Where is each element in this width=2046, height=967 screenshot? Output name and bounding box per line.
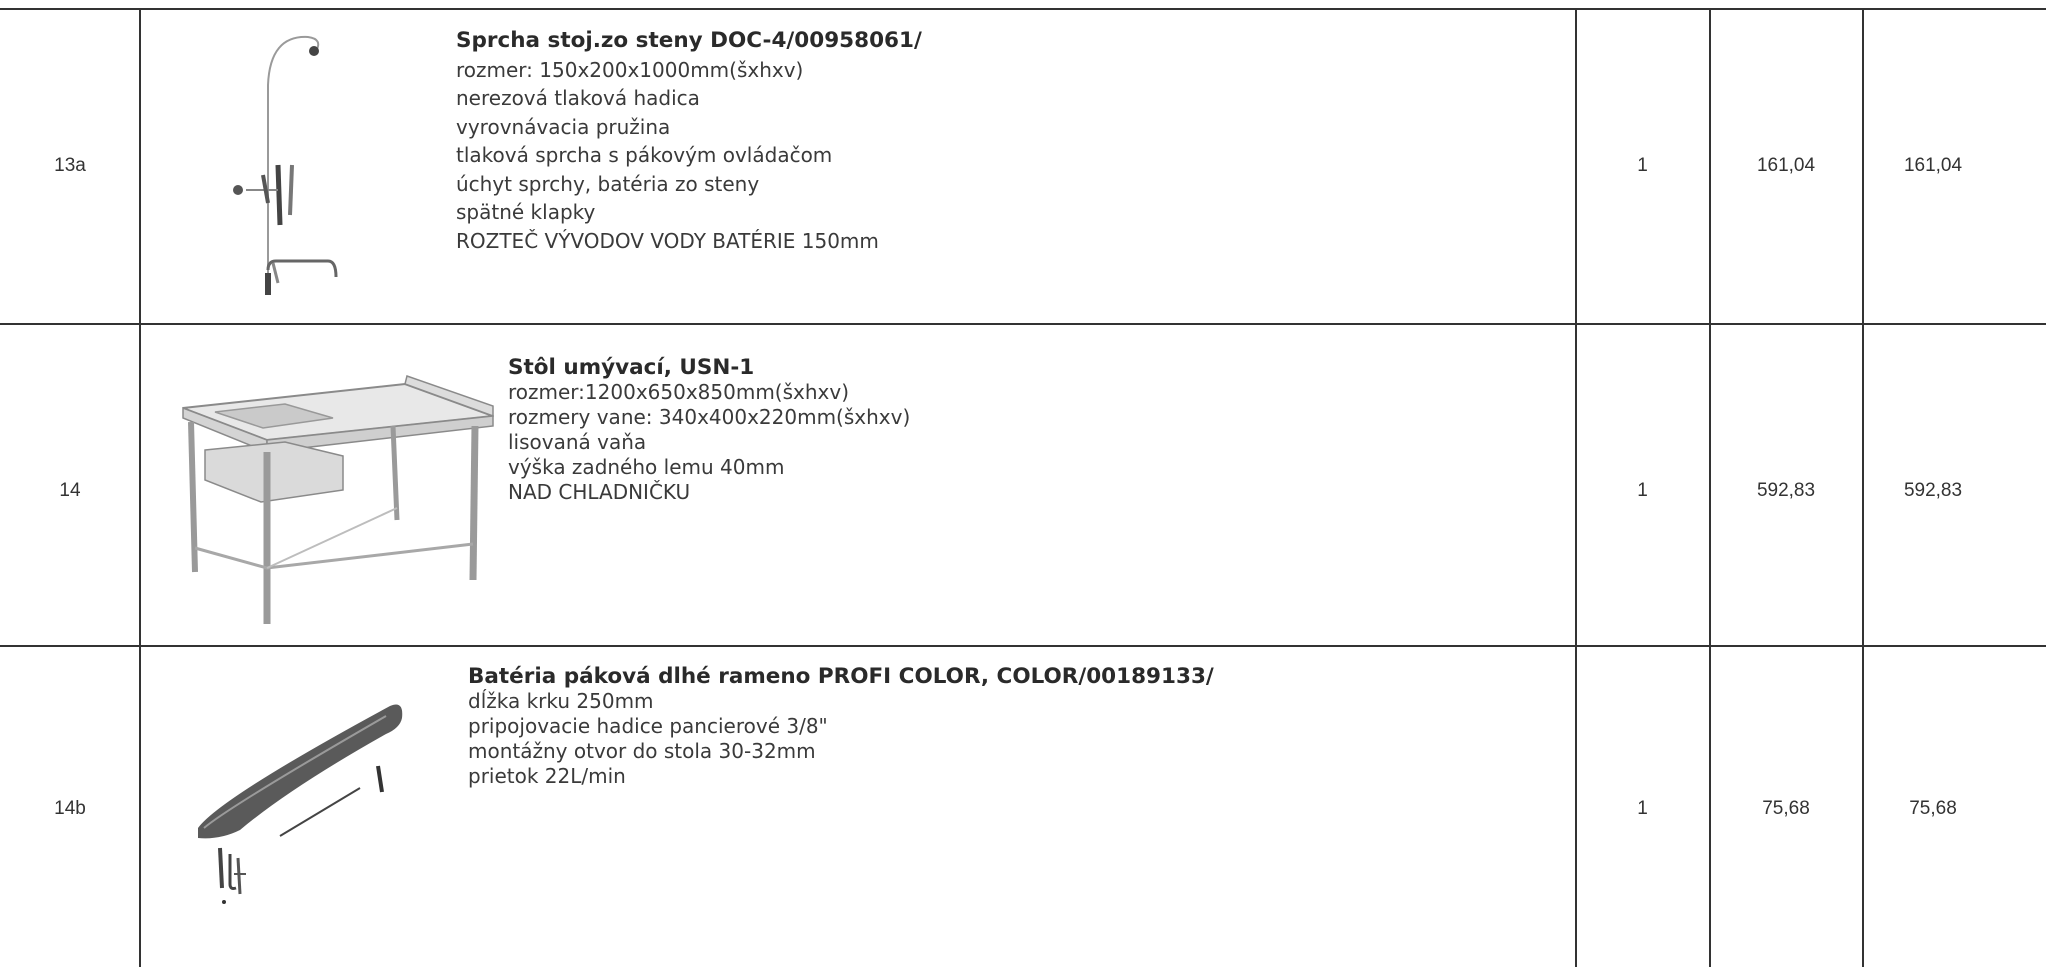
item-description xyxy=(468,664,1214,789)
quantity: 1 xyxy=(1637,480,1648,501)
unit-price: 75,68 xyxy=(1762,798,1810,819)
item-spec-line: ROZTEČ VÝVODOV VODY BATÉRIE 150mm xyxy=(456,228,879,253)
item-title: Stôl umývací, USN-1 xyxy=(508,355,755,380)
wall-shower-icon xyxy=(218,25,358,310)
item-spec-line: nerezová tlaková hadica xyxy=(456,86,700,110)
row-divider xyxy=(0,645,2046,647)
row-divider xyxy=(0,323,2046,325)
quantity: 1 xyxy=(1637,798,1648,819)
item-spec-line: vyrovnávacia pružina xyxy=(456,114,671,139)
item-spec-line: NAD CHLADNIČKU xyxy=(508,480,691,504)
unit-price: 592,83 xyxy=(1756,480,1816,501)
item-spec-line: rozmer:1200x650x850mm(šxhxv) xyxy=(508,380,850,404)
item-spec-line: pripojovacie hadice pancierové 3/8" xyxy=(468,714,828,738)
item-spec-line: lisovaná vaňa xyxy=(508,430,647,454)
item-description xyxy=(456,27,922,255)
item-spec-line: montážny otvor do stola 30-32mm xyxy=(468,739,816,763)
item-description xyxy=(508,355,910,505)
total-price: 592,83 xyxy=(1903,480,1963,501)
item-spec-line: spätné klapky xyxy=(456,200,596,224)
item-title: Batéria páková dlhé rameno PROFI COLOR, COLOR/00189133/ xyxy=(468,664,1214,689)
item-spec-line: úchyt sprchy, batéria zo steny xyxy=(456,171,760,196)
item-title: Sprcha stoj.zo steny DOC-4/00958061/ xyxy=(456,28,922,53)
item-spec-line: výška zadného lemu 40mm xyxy=(508,455,785,479)
unit-price: 161,04 xyxy=(1756,155,1816,176)
total-price: 75,68 xyxy=(1909,798,1957,819)
row-divider xyxy=(0,8,2046,10)
quantity: 1 xyxy=(1637,155,1648,176)
item-spec-line: tlaková sprcha s pákovým ovládačom xyxy=(456,143,833,167)
item-spec-line: prietok 22L/min xyxy=(468,764,626,788)
item-spec-line: rozmer: 150x200x1000mm(šxhxv) xyxy=(456,57,804,82)
item-spec-line: rozmery vane: 340x400x220mm(šxhxv) xyxy=(508,405,911,429)
item-number: 14b xyxy=(54,798,86,819)
sink-table-icon xyxy=(175,372,495,632)
item-spec-line: dĺžka krku 250mm xyxy=(468,689,654,713)
total-price: 161,04 xyxy=(1903,155,1963,176)
item-number: 14 xyxy=(59,480,81,501)
item-number: 13a xyxy=(54,155,86,176)
faucet-icon xyxy=(190,688,420,913)
